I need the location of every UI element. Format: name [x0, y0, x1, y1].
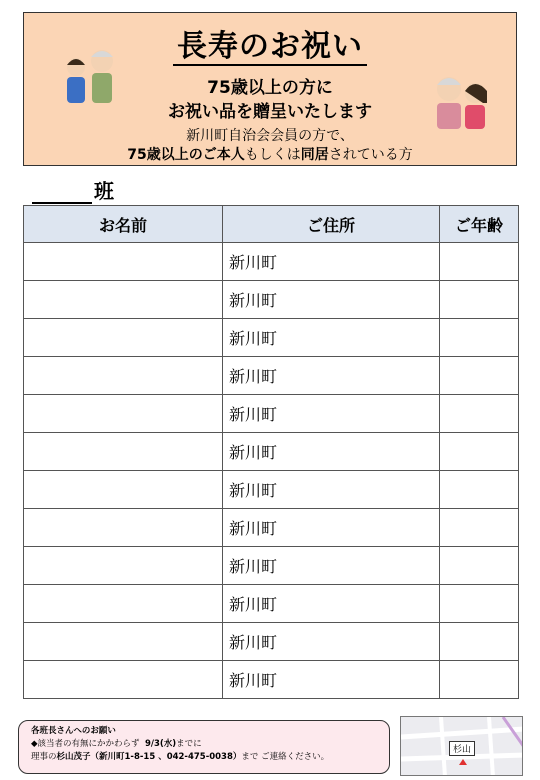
cell-age[interactable] [440, 357, 519, 395]
banner-line-2: お祝い品を贈呈いたします [168, 102, 372, 122]
announcement-banner [23, 12, 517, 166]
table-row [24, 547, 519, 585]
request-line-1: ◆該当者の有無にかかわらず 9/3(水)までに [31, 739, 202, 749]
cell-name[interactable] [24, 547, 223, 585]
request-title: 各班長さんへのお願い [31, 726, 116, 736]
table-header-row [24, 206, 519, 243]
table-row [24, 471, 519, 509]
cell-address[interactable]: 新川町 [223, 585, 440, 623]
request-box [18, 720, 390, 774]
table-row [24, 395, 519, 433]
table-row [24, 319, 519, 357]
cell-address[interactable]: 新川町 [223, 433, 440, 471]
cell-name[interactable] [24, 281, 223, 319]
eligibility-note-1: 新川町自治会会員の方で、 [186, 128, 354, 144]
cell-age[interactable] [440, 509, 519, 547]
table-row [24, 623, 519, 661]
cell-name[interactable] [24, 433, 223, 471]
cell-address[interactable]: 新川町 [223, 281, 440, 319]
cell-name[interactable] [24, 395, 223, 433]
cell-name[interactable] [24, 471, 223, 509]
banner-line-1: 75歳以上の方に [207, 78, 333, 98]
cell-age[interactable] [440, 433, 519, 471]
cell-address[interactable]: 新川町 [223, 509, 440, 547]
table-row [24, 433, 519, 471]
cell-age[interactable] [440, 281, 519, 319]
cell-name[interactable] [24, 585, 223, 623]
cell-age[interactable] [440, 471, 519, 509]
cell-address[interactable]: 新川町 [223, 357, 440, 395]
cell-age[interactable] [440, 243, 519, 281]
table-row [24, 585, 519, 623]
map-label: 杉山 [449, 741, 475, 756]
cell-age[interactable] [440, 623, 519, 661]
cell-age[interactable] [440, 547, 519, 585]
cell-name[interactable] [24, 243, 223, 281]
cell-name[interactable] [24, 623, 223, 661]
cell-age[interactable] [440, 395, 519, 433]
roster-table [23, 205, 519, 699]
cell-name[interactable] [24, 661, 223, 699]
header-age: ご年齢 [440, 206, 519, 243]
table-row [24, 243, 519, 281]
header-address: ご住所 [223, 206, 440, 243]
table-row [24, 281, 519, 319]
cell-address[interactable]: 新川町 [223, 661, 440, 699]
cell-address[interactable]: 新川町 [223, 395, 440, 433]
han-field [32, 175, 114, 204]
location-map [400, 716, 523, 776]
cell-age[interactable] [440, 661, 519, 699]
request-line-2: 理事の杉山茂子（新川町1-8-15 、042-475-0038）まで ご連絡ください。 [31, 752, 330, 762]
han-label: 班 [94, 179, 114, 203]
cell-age[interactable] [440, 585, 519, 623]
cell-address[interactable]: 新川町 [223, 243, 440, 281]
cell-name[interactable] [24, 357, 223, 395]
cell-age[interactable] [440, 319, 519, 357]
table-row [24, 509, 519, 547]
banner-title: 長寿のお祝い [24, 21, 516, 65]
cell-name[interactable] [24, 509, 223, 547]
table-row [24, 661, 519, 699]
cell-address[interactable]: 新川町 [223, 623, 440, 661]
cell-address[interactable]: 新川町 [223, 319, 440, 357]
han-number-blank[interactable] [32, 182, 92, 204]
cell-name[interactable] [24, 319, 223, 357]
header-name: お名前 [24, 206, 223, 243]
table-row [24, 357, 519, 395]
cell-address[interactable]: 新川町 [223, 547, 440, 585]
eligibility-note-2: 75歳以上のご本人もしくは同居されている方 [127, 147, 413, 163]
cell-address[interactable]: 新川町 [223, 471, 440, 509]
